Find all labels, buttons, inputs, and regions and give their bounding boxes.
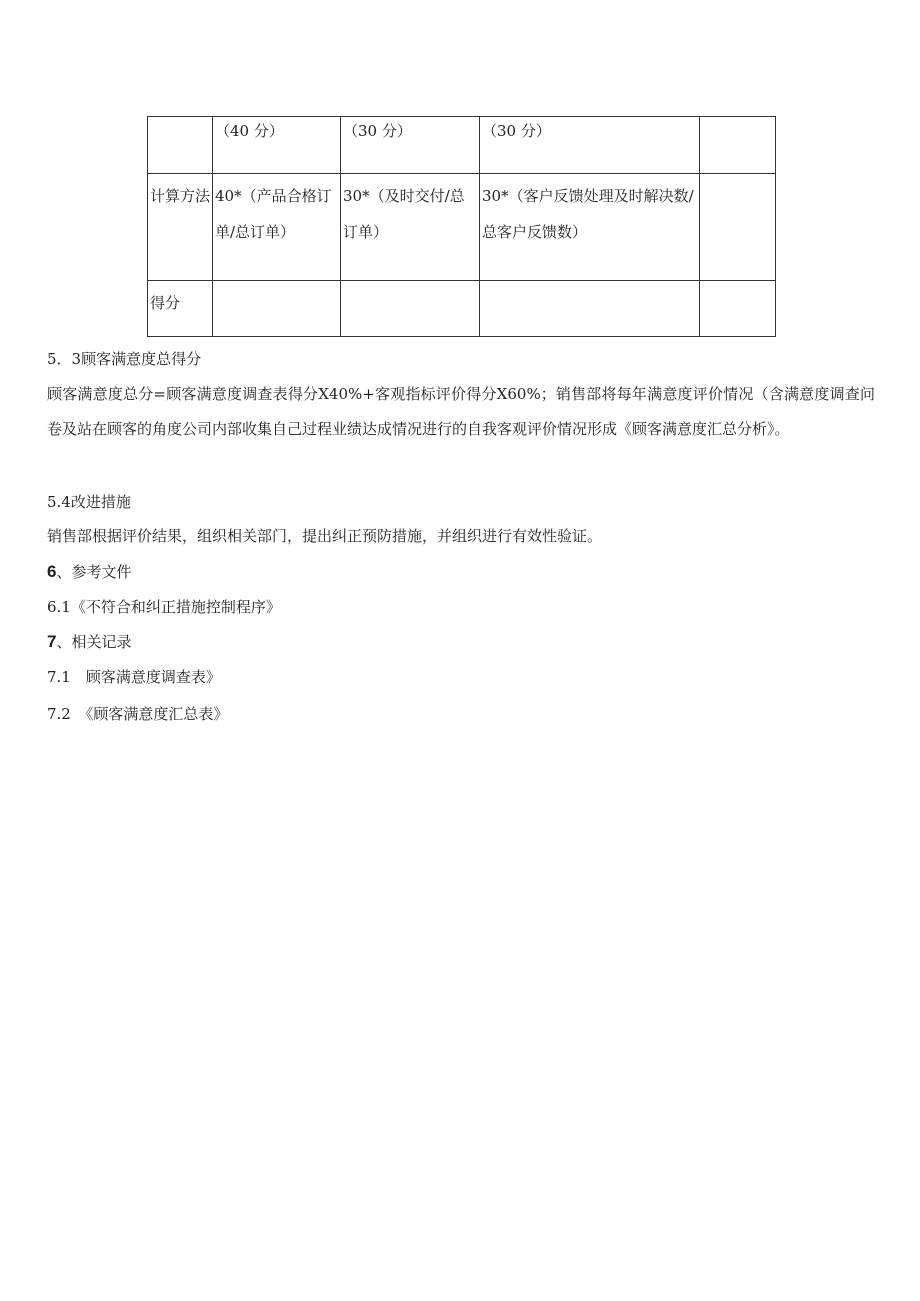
section-6-title: 、参考文件 (56, 563, 132, 581)
section-7-heading (47, 625, 131, 659)
section-5-3-body: 顾客满意度总分=顾客满意度调查表得分X40%+客观指标评价得分X60%；销售部将每年满意度评价情况（含满意度调查问卷及站在顾客的角度公司内部收集自己过程业绩达成情况进行的自我客观评价情况形成《顾客满意度汇总分析》。 (47, 385, 875, 438)
score-extra (700, 281, 776, 337)
weight-cell-delivery: （30 分） (341, 117, 480, 174)
section-6-number: 6 (47, 562, 57, 581)
weight-cell-feedback: （30 分） (480, 117, 700, 174)
score-label: 得分 (148, 281, 213, 337)
calc-method-extra (700, 174, 776, 281)
section-7-title: 、相关记录 (56, 633, 132, 651)
calc-method-label: 计算方法 (148, 174, 213, 281)
calc-method-quality: 40*（产品合格订单/总订单） (213, 174, 341, 281)
section-6-heading (47, 555, 131, 589)
score-delivery (341, 281, 480, 337)
weight-cell-label (148, 117, 213, 174)
calc-method-delivery: 30*（及时交付/总订单） (341, 174, 480, 281)
score-feedback (480, 281, 700, 337)
calc-method-feedback: 30*（客户反馈处理及时解决数/总客户反馈数） (480, 174, 700, 281)
section-7-2-item: 7.2 《顾客满意度汇总表》 (47, 705, 229, 723)
weight-row (148, 117, 776, 174)
weight-cell-quality: （40 分） (213, 117, 341, 174)
calc-method-row (148, 174, 776, 281)
score-row (148, 281, 776, 337)
section-7-number: 7 (47, 632, 57, 651)
score-quality (213, 281, 341, 337)
weight-cell-extra (700, 117, 776, 174)
scoring-table (147, 116, 776, 337)
section-6-1-item: 6.1《不符合和纠正措施控制程序》 (47, 598, 281, 616)
section-7-1-item: 7.1 顾客满意度调查表》 (47, 668, 221, 686)
section-5-3-heading: 5．3顾客满意度总得分 (47, 350, 202, 368)
section-5-4-body: 销售部根据评价结果，组织相关部门，提出纠正预防措施，并组织进行有效性验证。 (47, 527, 603, 545)
section-5-4-heading: 5.4改进措施 (47, 493, 131, 511)
